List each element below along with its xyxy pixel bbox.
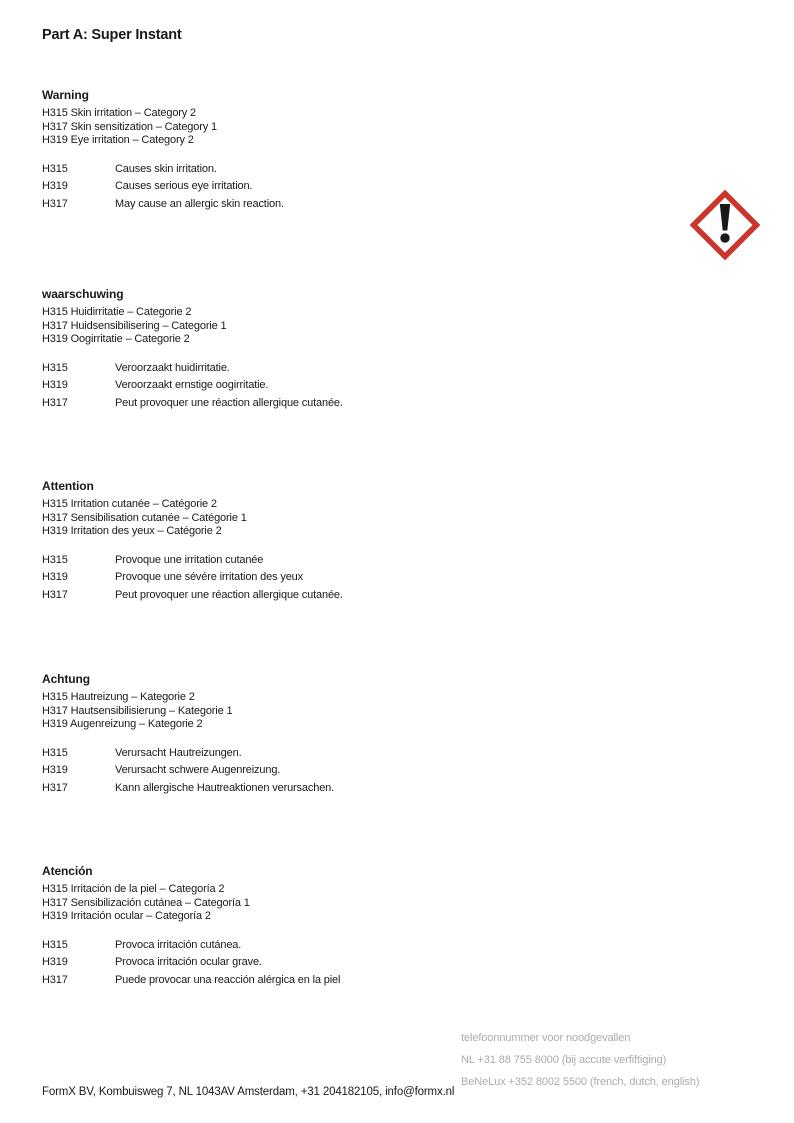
hazard-text: Verursacht Hautreizungen. (115, 746, 242, 759)
hazard-statement-row (42, 939, 642, 956)
hazard-text: Peut provoquer une réaction allergique cutanée. (115, 588, 343, 601)
hazard-statement-row (42, 589, 642, 606)
section-heading: waarschuwing (42, 287, 124, 301)
hazard-statements (42, 554, 642, 606)
section-waarschuwing (42, 287, 642, 414)
hazard-text: Veroorzaakt ernstige oogirritatie. (115, 379, 269, 392)
hazard-code: H315 (42, 746, 68, 759)
hazard-code: H315 (42, 361, 68, 374)
hazard-statements (42, 939, 642, 991)
hazard-statement-row (42, 747, 642, 764)
hazard-text: Causes serious eye irritation. (115, 180, 253, 193)
hazard-code: H317 (42, 197, 68, 210)
classification-line: H319 Irritación ocular – Categoría 2 (42, 910, 211, 923)
hazard-statement-row (42, 782, 642, 799)
classification-line: H315 Skin irritation – Category 2 (42, 107, 197, 119)
hazard-code: H319 (42, 180, 68, 193)
hazard-code: H319 (42, 764, 68, 777)
hazard-code: H315 (42, 938, 68, 951)
emergency-title: telefoonnummer voor noodgevallen (461, 1032, 631, 1044)
hazard-statements (42, 362, 642, 414)
page-title: Part A: Super Instant (42, 27, 182, 43)
hazard-code: H315 (42, 162, 68, 175)
hazard-code: H319 (42, 956, 68, 969)
section-attention (42, 479, 642, 606)
hazard-statement-row (42, 764, 642, 781)
ghs07-exclamation-icon (690, 190, 760, 260)
hazard-text: Provoca irritación ocular grave. (115, 956, 262, 969)
classification-line: H319 Eye irritation – Category 2 (42, 134, 194, 147)
hazard-code: H315 (42, 553, 68, 566)
hazard-statement-row (42, 180, 642, 197)
hazard-statement-row (42, 163, 642, 180)
hazard-text: Veroorzaakt huidirritatie. (115, 361, 230, 374)
hazard-statement-row (42, 362, 642, 379)
hazard-code: H317 (42, 396, 68, 409)
hazard-statement-row (42, 974, 642, 991)
hazard-text: Puede provocar una reacción alérgica en la piel (115, 973, 341, 986)
classification-line: H317 Skin sensitization – Category 1 (42, 120, 217, 133)
hazard-text: Verursacht schwere Augenreizung. (115, 764, 281, 777)
classification-line: H319 Oogirritatie – Categorie 2 (42, 333, 190, 346)
section-achtung (42, 672, 642, 799)
classification-line: H319 Augenreizung – Kategorie 2 (42, 718, 203, 731)
hazard-code: H319 (42, 571, 68, 584)
hazard-text: Provoca irritación cutánea. (115, 938, 242, 951)
hazard-statement-row (42, 397, 642, 414)
section-atencion (42, 864, 642, 991)
emergency-contact-block (461, 1027, 699, 1093)
classification-line: H317 Hautsensibilisierung – Kategorie 1 (42, 704, 233, 717)
classification-line: H315 Irritación de la piel – Categoría 2 (42, 883, 225, 895)
hazard-code: H317 (42, 588, 68, 601)
classification-line: H315 Hautreizung – Kategorie 2 (42, 691, 195, 703)
hazard-text: Peut provoquer une réaction allergique cutanée. (115, 396, 343, 409)
classification-line: H317 Sensibilisation cutanée – Catégorie 1 (42, 511, 247, 524)
classification-line: H317 Huidsensibilisering – Categorie 1 (42, 319, 227, 332)
classification-line: H319 Irritation des yeux – Catégorie 2 (42, 525, 222, 538)
hazard-code: H317 (42, 973, 68, 986)
hazard-statement-row (42, 198, 642, 215)
hazard-text: Provoque une sévére irritation des yeux (115, 571, 303, 584)
hazard-statements (42, 747, 642, 799)
company-address: FormX BV, Kombuisweg 7, NL 1043AV Amsterdam, +31 204182105, info@formx.nl (42, 1086, 455, 1098)
section-heading: Achtung (42, 672, 90, 686)
hazard-statements (42, 163, 642, 215)
hazard-statement-row (42, 956, 642, 973)
hazard-statement-row (42, 379, 642, 396)
section-heading: Warning (42, 88, 89, 102)
classification-line: H315 Irritation cutanée – Catégorie 2 (42, 498, 217, 510)
hazard-text: May cause an allergic skin reaction. (115, 197, 284, 210)
classification-line: H315 Huidirritatie – Categorie 2 (42, 306, 192, 318)
emergency-phone-nl: NL +31 88 755 8000 (bij accute verfiftiging) (461, 1054, 667, 1066)
classification-line: H317 Sensibilización cutánea – Categoría 1 (42, 896, 250, 909)
section-heading: Atención (42, 864, 93, 878)
hazard-code: H319 (42, 379, 68, 392)
hazard-text: Provoque une irritation cutanée (115, 553, 264, 566)
emergency-phone-benelux: BeNeLux +352 8002 5500 (french, dutch, english) (461, 1076, 700, 1088)
hazard-statement-row (42, 554, 642, 571)
section-heading: Attention (42, 479, 94, 493)
hazard-text: Kann allergische Hautreaktionen verursachen. (115, 781, 335, 794)
hazard-code: H317 (42, 781, 68, 794)
section-warning (42, 88, 642, 215)
hazard-text: Causes skin irritation. (115, 162, 217, 175)
hazard-statement-row (42, 571, 642, 588)
